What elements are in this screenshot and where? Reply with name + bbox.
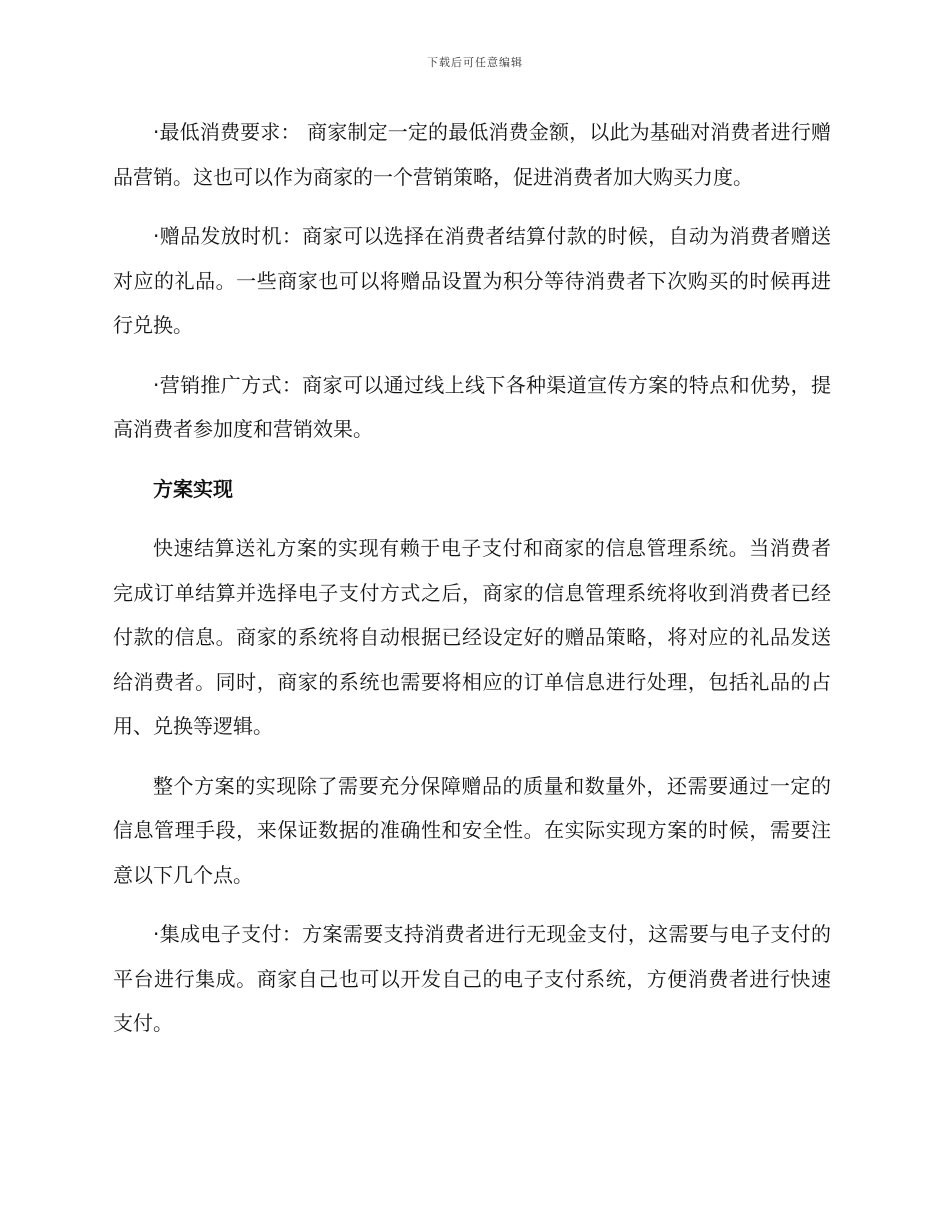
paragraph-e-payment: ·集成电子支付：方案需要支持消费者进行无现金支付，这需要与电子支付的平台进行集成。商家自己也可以开发自己的电子支付系统，方便消费者进行快速支付。 [113,922,831,1035]
paragraph-implementation: 快速结算送礼方案的实现有赖于电子支付和商家的信息管理系统。当消费者完成订单结算并选择电子支付方式之后，商家的信息管理系统将收到消费者已经付款的信息。商家的系统将自动根据已经设定好的赠品策略，将对应的礼品发送给消费者。同时，商家的系统也需要将相应的订单信息进行处理，包括礼品的占用、兑换等逻辑。 [113,536,831,738]
paragraph-overall: 整个方案的实现除了需要充分保障赠品的质量和数量外，还需要通过一定的信息管理手段，来保证数据的准确性和安全性。在实际实现方案的时候，需要注意以下几个点。 [113,773,831,887]
section-heading: 方案实现 [153,476,233,501]
document-body [113,110,831,1061]
paragraph-min-spend: ·最低消费要求： 商家制定一定的最低消费金额，以此为基础对消费者进行赠品营销。这也可以作为商家的一个营销策略，促进消费者加大购买力度。 [113,120,831,189]
paragraph-gift-timing: ·赠品发放时机：商家可以选择在消费者结算付款的时候，自动为消费者赠送对应的礼品。一些商家也可以将赠品设置为积分等待消费者下次购买的时候再进行兑换。 [113,224,831,337]
paragraph-marketing-promo: ·营销推广方式：商家可以通过线上线下各种渠道宣传方案的特点和优势，提高消费者参加度和营销效果。 [113,372,831,441]
page-header: 下载后可任意编辑 [427,56,523,69]
